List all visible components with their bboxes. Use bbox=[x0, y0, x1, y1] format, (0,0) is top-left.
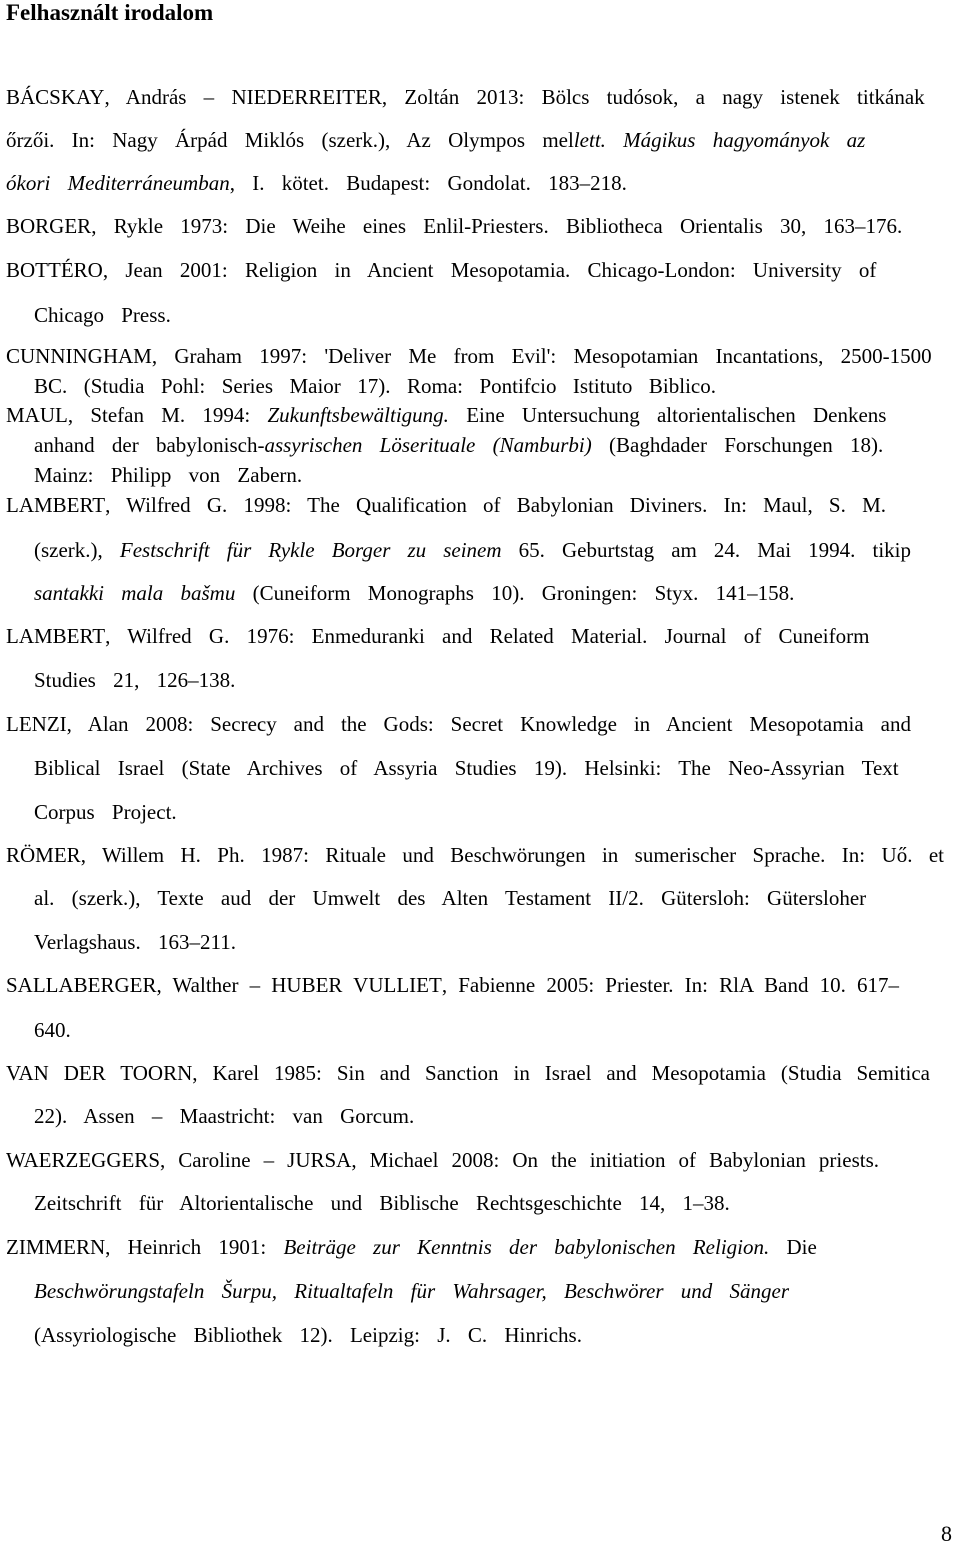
italic-title: lett. Mágikus hagyományok az bbox=[573, 128, 866, 152]
citation-text: , I. kötet. Budapest: Gondolat. 183–218. bbox=[229, 171, 627, 195]
bibliography-line bbox=[6, 402, 886, 428]
bibliography-line bbox=[6, 213, 902, 239]
citation-text: BC. (Studia Pohl: Series Maior 17). Roma: Pontifcio Istituto Biblico. bbox=[34, 374, 716, 398]
italic-title: Beiträge zur Kenntnis der babylonischen Religion. bbox=[283, 1235, 770, 1259]
citation-text: , Stefan M. 1994: bbox=[67, 403, 268, 427]
citation-text: 22). Assen – Maastricht: van Gorcum. bbox=[34, 1104, 415, 1128]
bibliography-line bbox=[34, 1322, 582, 1348]
bibliography-line bbox=[34, 302, 171, 328]
bibliography-line bbox=[34, 1278, 789, 1304]
author-name: ZIMMERN bbox=[6, 1235, 106, 1259]
citation-text: , Heinrich 1901: bbox=[105, 1235, 284, 1259]
citation-text: , Rykle 1973: Die Weihe eines Enlil-Priesters. Bibliotheca Orientalis 30, 163–176. bbox=[91, 214, 903, 238]
citation-text: őrzői. In: Nagy Árpád Miklós (szerk.), Az Olympos mel bbox=[6, 128, 574, 152]
author-name: VAN DER TOORN bbox=[6, 1061, 193, 1085]
citation-text: , Willem H. Ph. 1987: Rituale und Beschwörungen in sumerischer Sprache. In: Uő. et bbox=[80, 843, 944, 867]
citation-text: (Cuneiform Monographs 10). Groningen: Styx. 141–158. bbox=[235, 581, 795, 605]
bibliography-line bbox=[34, 1190, 730, 1216]
bibliography-line bbox=[34, 432, 883, 458]
author-name: NIEDERREITER bbox=[231, 85, 382, 109]
citation-text: al. (szerk.), Texte aud der Umwelt des Alten Testament II/2. Gütersloh: Gütersloher bbox=[34, 886, 867, 910]
bibliography-line bbox=[6, 257, 876, 283]
citation-text: Biblical Israel (State Archives of Assyria Studies 19). Helsinki: The Neo-Assyrian Text bbox=[34, 756, 899, 780]
bibliography-line bbox=[6, 972, 899, 998]
bibliography-line bbox=[6, 1147, 879, 1173]
bibliography-line bbox=[6, 842, 944, 868]
bibliography-line bbox=[6, 84, 925, 110]
bibliography-line bbox=[34, 799, 177, 825]
bibliography-line bbox=[6, 1060, 930, 1086]
citation-text: , Zoltán 2013: Bölcs tudósok, a nagy istenek titkának bbox=[381, 85, 925, 109]
citation-text: Corpus Project. bbox=[34, 800, 177, 824]
bibliography-line bbox=[6, 492, 886, 518]
citation-text: Eine Untersuchung altorientalischen Denkens bbox=[448, 403, 887, 427]
citation-text: 640. bbox=[34, 1018, 71, 1042]
author-name: BÁCSKAY bbox=[6, 85, 105, 109]
italic-title: santakki mala bašmu bbox=[34, 581, 236, 605]
bibliography-line bbox=[34, 667, 235, 693]
page-title: Felhasznált irodalom bbox=[6, 0, 214, 25]
author-name: SALLABERGER bbox=[6, 973, 157, 997]
bibliography-line bbox=[34, 373, 716, 399]
citation-text: Verlagshaus. 163–211. bbox=[34, 930, 236, 954]
citation-text: , András – bbox=[104, 85, 232, 109]
author-name: RÖMER bbox=[6, 843, 81, 867]
citation-text: , Wilfred G. 1998: The Qualification of Babylonian Diviners. In: Maul, S. M. bbox=[105, 493, 886, 517]
citation-text: 65. Geburtstag am 24. Mai 1994. tikip bbox=[501, 538, 911, 562]
author-name: LAMBERT bbox=[6, 493, 106, 517]
citation-text: (szerk.), bbox=[34, 538, 120, 562]
author-name: JURSA bbox=[287, 1148, 352, 1172]
bibliography-line bbox=[6, 623, 869, 649]
page-number: 8 bbox=[941, 1521, 952, 1546]
citation-text: , Jean 2001: Religion in Ancient Mesopotamia. Chicago-London: University of bbox=[102, 258, 877, 282]
author-name: LENZI bbox=[6, 712, 67, 736]
citation-text: Mainz: Philipp von Zabern. bbox=[34, 463, 303, 487]
bibliography-line bbox=[34, 580, 794, 606]
bibliography-line bbox=[34, 462, 302, 488]
citation-text: Zeitschrift für Altorientalische und Biblische Rechtsgeschichte 14, 1–38. bbox=[34, 1191, 730, 1215]
italic-title: Beschwörungstafeln Šurpu, Ritualtafeln für Wahrsager, Beschwörer und Sänger bbox=[34, 1279, 790, 1303]
author-name: LAMBERT bbox=[6, 624, 106, 648]
citation-text: , Wilfred G. 1976: Enmeduranki and Related Material. Journal of Cuneiform bbox=[105, 624, 870, 648]
citation-text: (Assyriologische Bibliothek 12). Leipzig: J. C. Hinrichs. bbox=[34, 1323, 582, 1347]
bibliography-line bbox=[6, 127, 865, 153]
citation-text: Chicago Press. bbox=[34, 303, 171, 327]
author-name: MAUL bbox=[6, 403, 68, 427]
bibliography-line bbox=[34, 537, 911, 563]
bibliography-line bbox=[34, 929, 236, 955]
citation-text: anhand der babylonisch- bbox=[34, 433, 265, 457]
citation-text: , Walther – bbox=[156, 973, 272, 997]
italic-title: Festschrift für Rykle Borger zu seinem bbox=[119, 538, 502, 562]
citation-text: Studies 21, 126–138. bbox=[34, 668, 236, 692]
author-name: HUBER VULLIET bbox=[271, 973, 442, 997]
citation-text: (Baghdader Forschungen 18). bbox=[591, 433, 884, 457]
bibliography-line bbox=[34, 1017, 71, 1043]
bibliography-line bbox=[6, 1234, 817, 1260]
italic-title: Zukunftsbewältigung. bbox=[267, 403, 449, 427]
italic-title: ókori Mediterráneumban bbox=[6, 171, 230, 195]
citation-text: , Alan 2008: Secrecy and the Gods: Secret Knowledge in Ancient Mesopotamia and bbox=[66, 712, 911, 736]
bibliography-line bbox=[34, 885, 866, 911]
bibliography-line bbox=[34, 1103, 414, 1129]
citation-text: , Fabienne 2005: Priester. In: RlA Band 10. 617– bbox=[441, 973, 899, 997]
bibliography-line bbox=[6, 343, 932, 369]
citation-text: Die bbox=[769, 1235, 817, 1259]
citation-text: , Caroline – bbox=[160, 1148, 288, 1172]
citation-text: , Karel 1985: Sin and Sanction in Israel and Mesopotamia (Studia Semitica bbox=[192, 1061, 930, 1085]
bibliography-line bbox=[6, 170, 627, 196]
author-name: BOTTÉRO bbox=[6, 258, 103, 282]
author-name: CUNNINGHAM bbox=[6, 344, 152, 368]
bibliography-line bbox=[34, 755, 899, 781]
citation-text: , Graham 1997: 'Deliver Me from Evil': Mesopotamian Incantations, 2500-1500 bbox=[151, 344, 932, 368]
author-name: WAERZEGGERS bbox=[6, 1148, 160, 1172]
citation-text: , Michael 2008: On the initiation of Babylonian priests. bbox=[351, 1148, 879, 1172]
bibliography-line bbox=[6, 711, 911, 737]
italic-title: assyrischen Löserituale (Namburbi) bbox=[264, 433, 592, 457]
author-name: BORGER bbox=[6, 214, 92, 238]
